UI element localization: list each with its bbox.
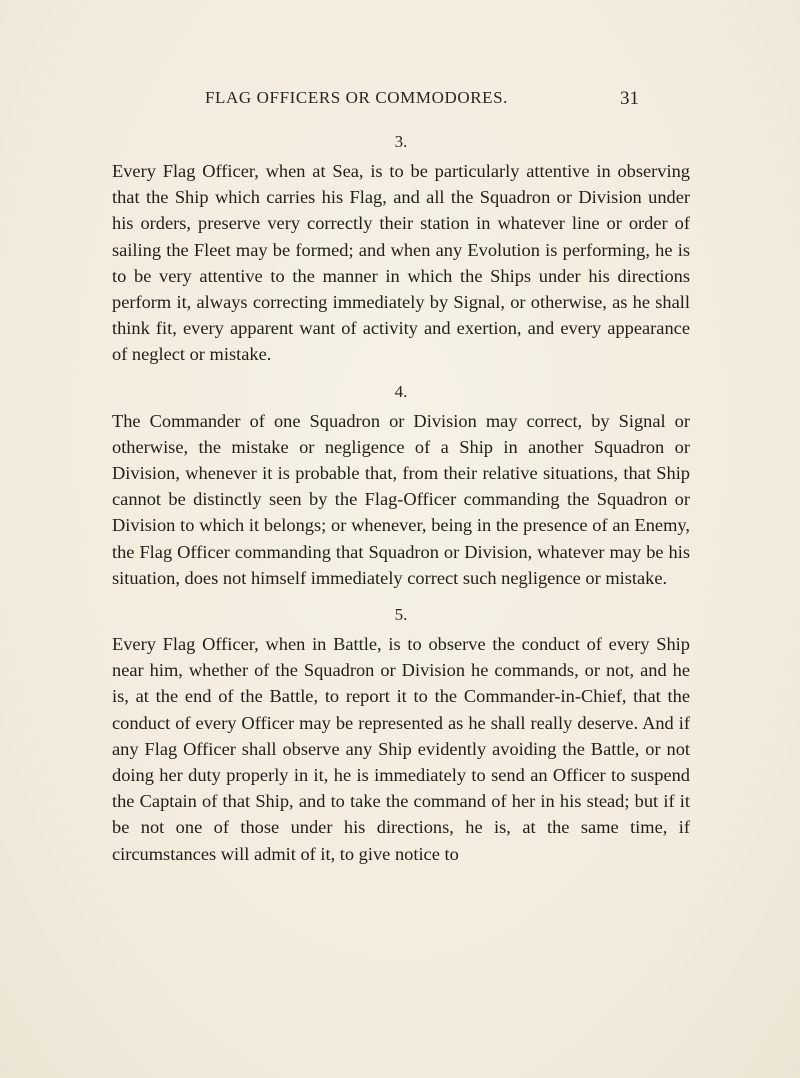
section-number: 3. [394,132,408,151]
running-head [0,88,800,114]
section-number: 4. [394,381,408,401]
section-5 [112,605,690,867]
section-paragraph: Every Flag Officer, when in Battle, is to observe the conduct of every Ship near him, whether of the Squadron or Division he commands, or not, and he is, at the end of the Battle, to report it to the Commander-in-Chief, that the conduct of every Officer may be represented as he shall really deserve. And if any Flag Officer shall observe any Ship evidently avoiding the Battle, or not doing her duty properly in it, he is immediately to send an Officer to suspend the Captain of that Ship, and to take the command of her in his stead; but if it be not one of those under his directions, he is, at the same time, if circumstances will admit of it, to give notice to [112,634,690,864]
section-3 [112,132,690,368]
section-4 [112,382,690,591]
section-paragraph: The Commander of one Squadron or Division may correct, by Signal or otherwise, the mistake or negligence of a Ship in another Squadron or Division, whenever it is probable that, from their relative situations, that Ship cannot be distinctly seen by the Flag-Officer commanding the Squadron or Division to which it belongs; or whenever, being in the presence of an Enemy, the Flag Officer commanding that Squadron or Division, whatever may be his situation, does not himself immediately correct such negligence or mistake. [112,410,690,588]
body-text [112,132,690,881]
running-title: FLAG OFFICERS OR COMMODORES. [205,88,509,107]
section-paragraph: Every Flag Officer, when at Sea, is to be particularly attentive in observing that the Ship which carries his Flag, and all the Squadron or Division under his orders, preserve very correctly their station in whatever line or order of sailing the Fleet may be formed; and when any Evolution is performing, he is to be very attentive to the manner in which the Ships under his directions perform it, always correcting immediately by Signal, or otherwise, as he shall think fit, every apparent want of activity and exertion, and every appearance of neglect or mistake. [112,161,690,365]
section-number: 5. [394,605,408,625]
page-number: 31 [620,88,639,109]
